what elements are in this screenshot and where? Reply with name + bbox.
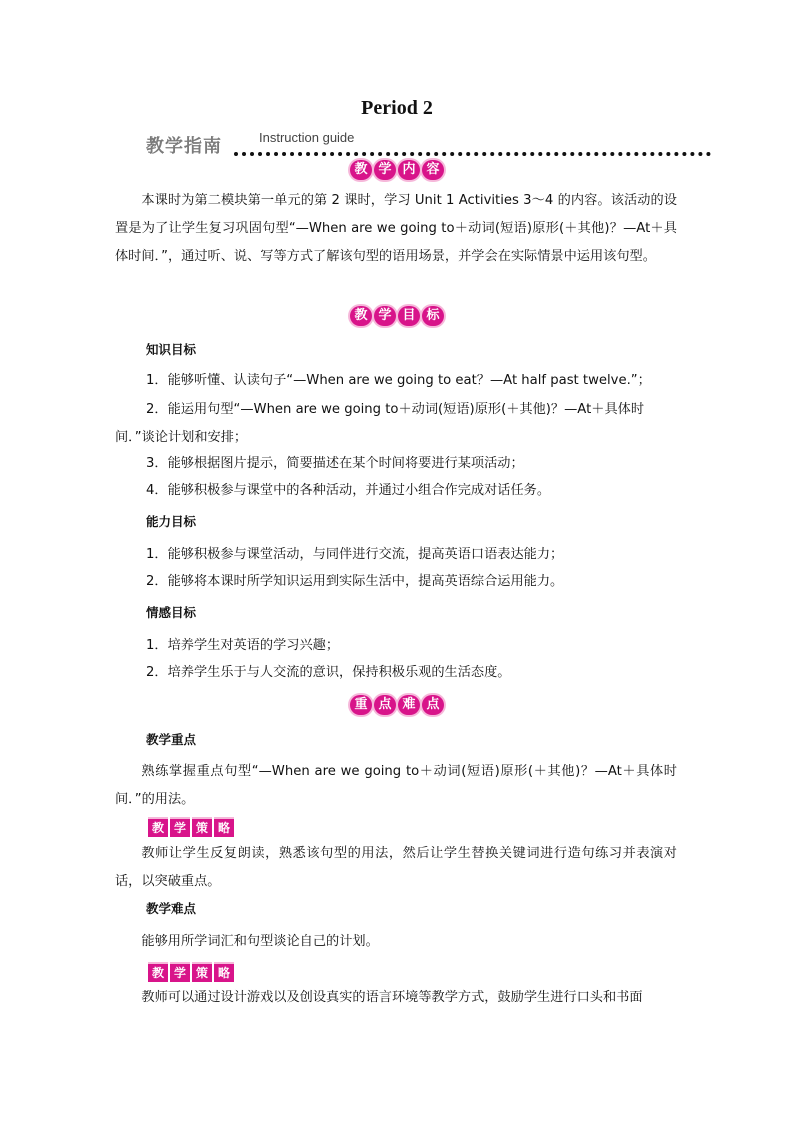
badge-char: 策	[192, 962, 212, 982]
badge-char: 略	[214, 962, 234, 982]
badge-char: 目	[398, 306, 420, 326]
ability-item: 2．能够将本课时所学知识运用到实际生活中，提高英语综合运用能力。	[146, 574, 564, 589]
badge-teaching-content	[0, 158, 794, 180]
emotion-item: 2．培养学生乐于与人交流的意识，保持积极乐观的生活态度。	[146, 665, 511, 680]
badge-char: 策	[192, 817, 212, 837]
badge-char: 点	[374, 695, 396, 715]
ability-item: 1．能够积极参与课堂活动，与同伴进行交流，提高英语口语表达能力；	[146, 547, 564, 562]
badge-char: 内	[398, 160, 420, 180]
page-title: Period 2	[361, 97, 433, 119]
knowledge-item: 4．能够积极参与课堂中的各种活动，并通过小组合作完成对话任务。	[146, 483, 551, 498]
content-paragraph: 本课时为第二模块第一单元的第 2 课时，学习 Unit 1 Activities 3～4 的内容。该活动的设置是为了让学生复习巩固句型“—When are we going to＋动词(短语)原形(＋其他)？—At＋具体时间．”，通过听、说、写等方式了解该句型的语用场景，并学会在实际情景中运用该句型。	[115, 193, 677, 264]
badge-char: 学	[374, 160, 396, 180]
knowledge-item: 3．能够根据图片提示，简要描述在某个时间将要进行某项活动；	[146, 456, 524, 471]
badge-teaching-strategy	[148, 962, 234, 980]
guide-title-zh: 教学指南	[146, 132, 226, 158]
guide-title-en: Instruction guide	[256, 130, 357, 145]
badge-key-points	[0, 693, 794, 715]
emotion-heading: 情感目标	[146, 605, 197, 620]
badge-char: 教	[148, 817, 168, 837]
badge-teaching-strategy	[148, 817, 234, 835]
focus-strategy-paragraph: 教师让学生反复朗读，熟悉该句型的用法，然后让学生替换关键词进行造句练习并表演对话，以突破重点。	[115, 846, 677, 889]
difficulty-strategy-paragraph: 教师可以通过设计游戏以及创设真实的语言环境等教学方式，鼓励学生进行口头和书面	[141, 990, 643, 1005]
badge-char: 略	[214, 817, 234, 837]
badge-char: 学	[170, 962, 190, 982]
badge-char: 教	[350, 306, 372, 326]
knowledge-item: 1．能够听懂、认读句子“—When are we going to eat？—At half past twelve.”；	[146, 373, 651, 388]
difficulty-paragraph: 能够用所学词汇和句型谈论自己的计划。	[141, 934, 379, 949]
emotion-item: 1．培养学生对英语的学习兴趣；	[146, 638, 340, 653]
difficulty-heading: 教学难点	[146, 901, 197, 916]
instruction-guide-header	[146, 130, 711, 156]
badge-char: 学	[170, 817, 190, 837]
badge-char: 容	[422, 160, 444, 180]
ability-heading: 能力目标	[146, 514, 197, 529]
badge-teaching-objectives	[0, 304, 794, 326]
badge-char: 重	[350, 695, 372, 715]
focus-heading: 教学重点	[146, 732, 197, 747]
badge-char: 学	[374, 306, 396, 326]
badge-char: 点	[422, 695, 444, 715]
badge-char: 标	[422, 306, 444, 326]
knowledge-heading: 知识目标	[146, 342, 197, 357]
knowledge-item: 2．能运用句型“—When are we going to＋动词(短语)原形(＋其他)？—At＋具体时间．”谈论计划和安排；	[115, 402, 645, 445]
badge-char: 难	[398, 695, 420, 715]
badge-char: 教	[148, 962, 168, 982]
focus-paragraph: 熟练掌握重点句型“—When are we going to＋动词(短语)原形(＋其他)？—At＋具体时间．”的用法。	[115, 764, 677, 807]
badge-char: 教	[350, 160, 372, 180]
